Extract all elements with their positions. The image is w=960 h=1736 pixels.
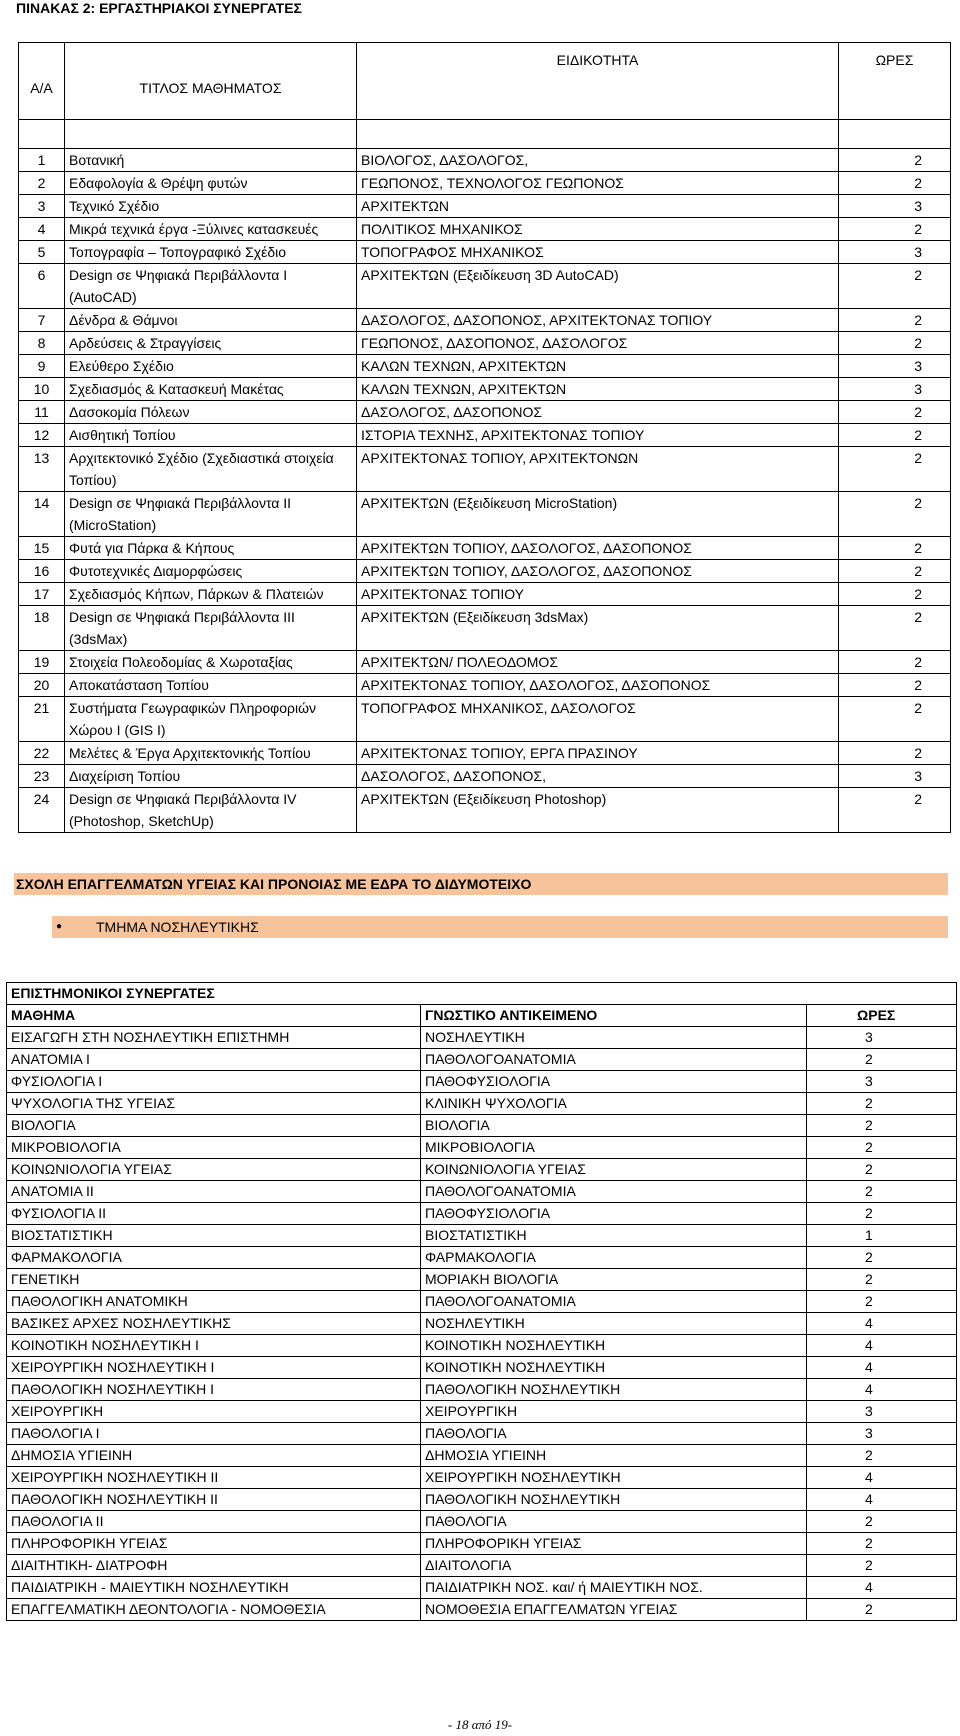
specialty: ΑΡΧΙΤΕΚΤΟΝΑΣ ΤΟΠΙΟΥ [357,583,839,606]
course: ΑΝΑΤΟΜΙΑ ΙΙ [7,1181,421,1203]
hours: 2 [839,788,951,833]
specialty: ΓΕΩΠΟΝΟΣ, ΔΑΣΟΠΟΝΟΣ, ΔΑΣΟΛΟΓΟΣ [357,332,839,355]
table-row [7,1489,957,1511]
course-title: Design σε Ψηφιακά Περιβάλλοντα III (3dsMax) [65,606,357,651]
specialty: ΑΡΧΙΤΕΚΤΩΝ (Εξειδίκευση 3dsMax) [357,606,839,651]
course: ΠΑΘΟΛΟΓΙΚΗ ΝΟΣΗΛΕΥΤΙΚΗ Ι [7,1379,421,1401]
header-specialty: ΕΙΔΙΚΟΤΗΤΑ [357,43,839,120]
table-row [7,1511,957,1533]
row-number: 9 [19,355,65,378]
table-row [7,1071,957,1093]
workshop-collaborators-table [18,42,951,833]
specialty: ΑΡΧΙΤΕΚΤΩΝ ΤΟΠΙΟΥ, ΔΑΣΟΛΟΓΟΣ, ΔΑΣΟΠΟΝΟΣ [357,560,839,583]
specialty: ΑΡΧΙΤΕΚΤΟΝΑΣ ΤΟΠΙΟΥ, ΑΡΧΙΤΕΚΤΟΝΩΝ [357,447,839,492]
course: ΓΕΝΕΤΙΚΗ [7,1269,421,1291]
hours: 3 [807,1401,957,1423]
hours: 2 [839,560,951,583]
subject: ΚΛΙΝΙΚΗ ΨΥΧΟΛΟΓΙΑ [421,1093,807,1115]
course: ΠΑΘΟΛΟΓΙΚΗ ΝΟΣΗΛΕΥΤΙΚΗ ΙΙ [7,1489,421,1511]
hours: 2 [807,1599,957,1621]
subject: ΒΙΟΛΟΓΙΑ [421,1115,807,1137]
course-title: Μελέτες & Έργα Αρχιτεκτονικής Τοπίου [65,742,357,765]
course: ΑΝΑΤΟΜΙΑ Ι [7,1049,421,1071]
subject: ΠΑΘΟΛΟΓΙΑ [421,1423,807,1445]
hours: 2 [839,218,951,241]
subject: ΠΑΘΟΛΟΓΟΑΝΑΤΟΜΙΑ [421,1181,807,1203]
subject: ΝΟΣΗΛΕΥΤΙΚΗ [421,1313,807,1335]
hours: 2 [839,492,951,537]
hours: 3 [839,378,951,401]
subject: ΜΟΡΙΑΚΗ ΒΙΟΛΟΓΙΑ [421,1269,807,1291]
subject: ΠΑΘΟΛΟΓΟΑΝΑΤΟΜΙΑ [421,1291,807,1313]
hours: 2 [839,401,951,424]
subject: ΦΑΡΜΑΚΟΛΟΓΙΑ [421,1247,807,1269]
subject: ΒΙΟΣΤΑΤΙΣΤΙΚΗ [421,1225,807,1247]
row-number: 8 [19,332,65,355]
specialty: ΔΑΣΟΛΟΓΟΣ, ΔΑΣΟΠΟΝΟΣ, ΑΡΧΙΤΕΚΤΟΝΑΣ ΤΟΠΙΟΥ [357,309,839,332]
course-title: Συστήματα Γεωγραφικών Πληροφοριών Χώρου I (GIS I) [65,697,357,742]
specialty: ΑΡΧΙΤΕΚΤΩΝ (Εξειδίκευση MicroStation) [357,492,839,537]
specialty: ΔΑΣΟΛΟΓΟΣ, ΔΑΣΟΠΟΝΟΣ [357,401,839,424]
hours: 1 [807,1225,957,1247]
course: ΔΙΑΙΤΗΤΙΚΗ- ΔΙΑΤΡΟΦΗ [7,1555,421,1577]
course-title: Εδαφολογία & Θρέψη φυτών [65,172,357,195]
row-number: 1 [19,149,65,172]
hours: 2 [807,1555,957,1577]
subject: ΜΙΚΡΟΒΙΟΛΟΓΙΑ [421,1137,807,1159]
subject: ΚΟΙΝΟΤΙΚΗ ΝΟΣΗΛΕΥΤΙΚΗ [421,1357,807,1379]
hours: 2 [807,1115,957,1137]
table-row [7,1423,957,1445]
row-number: 23 [19,765,65,788]
table-row [7,1203,957,1225]
table-row [7,1027,957,1049]
hours: 2 [839,537,951,560]
course: ΧΕΙΡΟΥΡΓΙΚΗ ΝΟΣΗΛΕΥΤΙΚΗ Ι [7,1357,421,1379]
hours: 2 [839,606,951,651]
row-number: 12 [19,424,65,447]
table-row [19,742,951,765]
specialty: ΔΑΣΟΛΟΓΟΣ, ΔΑΣΟΠΟΝΟΣ, [357,765,839,788]
specialty: ΤΟΠΟΓΡΑΦΟΣ ΜΗΧΑΝΙΚΟΣ [357,241,839,264]
row-number: 17 [19,583,65,606]
row-number: 24 [19,788,65,833]
row-number: 4 [19,218,65,241]
hours: 3 [807,1027,957,1049]
specialty: ΤΟΠΟΓΡΑΦΟΣ ΜΗΧΑΝΙΚΟΣ, ΔΑΣΟΛΟΓΟΣ [357,697,839,742]
specialty: ΑΡΧΙΤΕΚΤΟΝΑΣ ΤΟΠΙΟΥ, ΔΑΣΟΛΟΓΟΣ, ΔΑΣΟΠΟΝΟΣ [357,674,839,697]
subject: ΠΑΙΔΙΑΤΡΙΚΗ ΝΟΣ. και/ ή ΜΑΙΕΥΤΙΚΗ ΝΟΣ. [421,1577,807,1599]
row-number: 20 [19,674,65,697]
table-row [7,1555,957,1577]
table-row [7,1115,957,1137]
row-number: 16 [19,560,65,583]
table-row [7,1401,957,1423]
hours: 2 [839,583,951,606]
row-number: 2 [19,172,65,195]
hours: 2 [807,1533,957,1555]
header-hours: ΩΡΕΣ [807,1005,957,1027]
subject: ΝΟΜΟΘΕΣΙΑ ΕΠΑΓΓΕΛΜΑΤΩΝ ΥΓΕΙΑΣ [421,1599,807,1621]
row-number: 15 [19,537,65,560]
table-row [7,1093,957,1115]
course-title: Βοτανική [65,149,357,172]
row-number: 11 [19,401,65,424]
header-hours: ΩΡΕΣ [839,43,951,120]
table-row [19,378,951,401]
hours: 4 [807,1379,957,1401]
hours: 4 [807,1577,957,1599]
subject: ΠΑΘΟΛΟΓΙΚΗ ΝΟΣΗΛΕΥΤΙΚΗ [421,1379,807,1401]
hours: 2 [839,742,951,765]
subject: ΠΑΘΟΛΟΓΟΑΝΑΤΟΜΙΑ [421,1049,807,1071]
hours: 2 [807,1247,957,1269]
table-row [7,1269,957,1291]
course-title: Μικρά τεχνικά έργα -Ξύλινες κατασκευές [65,218,357,241]
row-number: 10 [19,378,65,401]
course-title: Φυτά για Πάρκα & Κήπους [65,537,357,560]
specialty: ΓΕΩΠΟΝΟΣ, ΤΕΧΝΟΛΟΓΟΣ ΓΕΩΠΟΝΟΣ [357,172,839,195]
course-title: Δασοκομία Πόλεων [65,401,357,424]
table-row [19,218,951,241]
subject: ΠΑΘΟΦΥΣΙΟΛΟΓΙΑ [421,1203,807,1225]
course-title: Αισθητική Τοπίου [65,424,357,447]
course: ΠΑΙΔΙΑΤΡΙΚΗ - ΜΑΙΕΥΤΙΚΗ ΝΟΣΗΛΕΥΤΙΚΗ [7,1577,421,1599]
hours: 2 [807,1203,957,1225]
row-number: 21 [19,697,65,742]
course-title: Δένδρα & Θάμνοι [65,309,357,332]
hours: 4 [807,1313,957,1335]
subject: ΠΑΘΟΛΟΓΙΑ [421,1511,807,1533]
course: ΠΑΘΟΛΟΓΙΑ ΙΙ [7,1511,421,1533]
table-row [7,1291,957,1313]
course-title: Σχεδιασμός & Κατασκευή Μακέτας [65,378,357,401]
hours: 3 [839,355,951,378]
specialty: ΑΡΧΙΤΕΚΤΩΝ (Εξειδίκευση 3D AutoCAD) [357,264,839,309]
table-row [19,788,951,833]
table-caption-row [7,983,957,1005]
course: ΜΙΚΡΟΒΙΟΛΟΓΙΑ [7,1137,421,1159]
course-title: Φυτοτεχνικές Διαμορφώσεις [65,560,357,583]
hours: 2 [807,1159,957,1181]
table-row [7,1335,957,1357]
department-label: ΤΜΗΜΑ ΝΟΣΗΛΕΥΤΙΚΗΣ [96,919,259,935]
row-number: 7 [19,309,65,332]
department-heading [52,916,948,938]
table-row [19,697,951,742]
course-title: Design σε Ψηφιακά Περιβάλλοντα II (MicroStation) [65,492,357,537]
hours: 2 [807,1093,957,1115]
table-row [7,1577,957,1599]
subject: ΔΗΜΟΣΙΑ ΥΓΙΕΙΝΗ [421,1445,807,1467]
row-number: 13 [19,447,65,492]
table-row [7,1181,957,1203]
course-title: Διαχείριση Τοπίου [65,765,357,788]
specialty: ΒΙΟΛΟΓΟΣ, ΔΑΣΟΛΟΓΟΣ, [357,149,839,172]
table-row [19,149,951,172]
table-row [19,264,951,309]
table-row [7,1445,957,1467]
subject: ΔΙΑΙΤΟΛΟΓΙΑ [421,1555,807,1577]
table-row [19,172,951,195]
subject: ΚΟΙΝΩΝΙΟΛΟΓΙΑ ΥΓΕΙΑΣ [421,1159,807,1181]
course: ΦΥΣΙΟΛΟΓΙΑ Ι [7,1071,421,1093]
hours: 3 [839,765,951,788]
course-title: Τοπογραφία – Τοπογραφικό Σχέδιο [65,241,357,264]
table-row [7,1467,957,1489]
course: ΠΑΘΟΛΟΓΙΑ Ι [7,1423,421,1445]
course-title: Στοιχεία Πολεοδομίας & Χωροταξίας [65,651,357,674]
hours: 3 [807,1423,957,1445]
scientific-collaborators-table [6,982,957,1621]
course: ΔΗΜΟΣΙΑ ΥΓΙΕΙΝΗ [7,1445,421,1467]
hours: 2 [807,1269,957,1291]
specialty: ΑΡΧΙΤΕΚΤΩΝ ΤΟΠΙΟΥ, ΔΑΣΟΛΟΓΟΣ, ΔΑΣΟΠΟΝΟΣ [357,537,839,560]
course-title: Design σε Ψηφιακά Περιβάλλοντα I (AutoCAD) [65,264,357,309]
table-row [19,492,951,537]
subject: ΚΟΙΝΟΤΙΚΗ ΝΟΣΗΛΕΥΤΙΚΗ [421,1335,807,1357]
course: ΦΥΣΙΟΛΟΓΙΑ ΙΙ [7,1203,421,1225]
table-row [19,355,951,378]
table-row [7,1379,957,1401]
table-row [7,1533,957,1555]
table-header-row [19,43,951,120]
course-title: Design σε Ψηφιακά Περιβάλλοντα IV (Photoshop, SketchUp) [65,788,357,833]
specialty: ΚΑΛΩΝ ΤΕΧΝΩΝ, ΑΡΧΙΤΕΚΤΩΝ [357,355,839,378]
course: ΒΙΟΛΟΓΙΑ [7,1115,421,1137]
course-title: Ελεύθερο Σχέδιο [65,355,357,378]
table-row [19,583,951,606]
hours: 2 [839,674,951,697]
hours: 2 [807,1291,957,1313]
row-number: 18 [19,606,65,651]
table-row [19,241,951,264]
hours: 2 [807,1445,957,1467]
course: ΨΥΧΟΛΟΓΙΑ ΤΗΣ ΥΓΕΙΑΣ [7,1093,421,1115]
table-row [19,401,951,424]
row-number: 19 [19,651,65,674]
course: ΒΑΣΙΚΕΣ ΑΡΧΕΣ ΝΟΣΗΛΕΥΤΙΚΗΣ [7,1313,421,1335]
table-row [7,1247,957,1269]
hours: 2 [839,697,951,742]
page-number: - 18 από 19- [447,1717,513,1732]
course: ΦΑΡΜΑΚΟΛΟΓΙΑ [7,1247,421,1269]
course: ΚΟΙΝΟΤΙΚΗ ΝΟΣΗΛΕΥΤΙΚΗ Ι [7,1335,421,1357]
row-number: 14 [19,492,65,537]
hours: 4 [807,1489,957,1511]
table-row [19,674,951,697]
course: ΠΛΗΡΟΦΟΡΙΚΗ ΥΓΕΙΑΣ [7,1533,421,1555]
course-title: Τεχνικό Σχέδιο [65,195,357,218]
subject: ΠΑΘΟΦΥΣΙΟΛΟΓΙΑ [421,1071,807,1093]
specialty: ΑΡΧΙΤΕΚΤΩΝ [357,195,839,218]
header-course-title: ΤΙΤΛΟΣ ΜΑΘΗΜΑΤΟΣ [65,43,357,120]
hours: 2 [807,1511,957,1533]
header-course: ΜΑΘΗΜΑ [7,1005,421,1027]
course: ΧΕΙΡΟΥΡΓΙΚΗ ΝΟΣΗΛΕΥΤΙΚΗ ΙΙ [7,1467,421,1489]
course: ΕΠΑΓΓΕΛΜΑΤΙΚΗ ΔΕΟΝΤΟΛΟΓΙΑ - ΝΟΜΟΘΕΣΙΑ [7,1599,421,1621]
course: ΒΙΟΣΤΑΤΙΣΤΙΚΗ [7,1225,421,1247]
hours: 2 [839,309,951,332]
specialty: ΚΑΛΩΝ ΤΕΧΝΩΝ, ΑΡΧΙΤΕΚΤΩΝ [357,378,839,401]
hours: 3 [839,195,951,218]
hours: 2 [839,332,951,355]
hours: 4 [807,1357,957,1379]
hours: 2 [807,1181,957,1203]
school-heading: ΣΧΟΛΗ ΕΠΑΓΓΕΛΜΑΤΩΝ ΥΓΕΙΑΣ ΚΑΙ ΠΡΟΝΟΙΑΣ ΜΕ ΕΔΡΑ ΤΟ ΔΙΔΥΜΟΤΕΙΧΟ [14,873,948,895]
row-number: 3 [19,195,65,218]
hours: 2 [839,149,951,172]
table-row [7,1599,957,1621]
subject: ΝΟΣΗΛΕΥΤΙΚΗ [421,1027,807,1049]
hours: 4 [807,1335,957,1357]
table-row [19,424,951,447]
table-spacer-row [19,120,951,149]
hours: 2 [839,264,951,309]
page-title: ΠΙΝΑΚΑΣ 2: ΕΡΓΑΣΤΗΡΙΑΚΟΙ ΣΥΝΕΡΓΑΤΕΣ [16,0,302,16]
table-row [19,651,951,674]
hours: 2 [839,172,951,195]
table-caption: ΕΠΙΣΤΗΜΟΝΙΚΟΙ ΣΥΝΕΡΓΑΤΕΣ [7,983,957,1005]
bullet-icon: ● [56,921,63,932]
table-row [19,332,951,355]
row-number: 22 [19,742,65,765]
course-title: Σχεδιασμός Κήπων, Πάρκων & Πλατειών [65,583,357,606]
table-row [19,606,951,651]
table-row [7,1159,957,1181]
subject: ΧΕΙΡΟΥΡΓΙΚΗ ΝΟΣΗΛΕΥΤΙΚΗ [421,1467,807,1489]
table-row [19,560,951,583]
subject: ΠΛΗΡΟΦΟΡΙΚΗ ΥΓΕΙΑΣ [421,1533,807,1555]
table-row [19,537,951,560]
hours: 4 [807,1467,957,1489]
table-row [19,765,951,788]
table-row [19,309,951,332]
hours: 2 [839,651,951,674]
specialty: ΑΡΧΙΤΕΚΤΩΝ/ ΠΟΛΕΟΔΟΜΟΣ [357,651,839,674]
table-row [7,1137,957,1159]
course-title: Αρδεύσεις & Στραγγίσεις [65,332,357,355]
course-title: Αρχιτεκτονικό Σχέδιο (Σχεδιαστικά στοιχεία Τοπίου) [65,447,357,492]
table-row [7,1049,957,1071]
table-row [7,1313,957,1335]
course: ΠΑΘΟΛΟΓΙΚΗ ΑΝΑΤΟΜΙΚΗ [7,1291,421,1313]
course: ΚΟΙΝΩΝΙΟΛΟΓΙΑ ΥΓΕΙΑΣ [7,1159,421,1181]
course: ΕΙΣΑΓΩΓΗ ΣΤΗ ΝΟΣΗΛΕΥΤΙΚΗ ΕΠΙΣΤΗΜΗ [7,1027,421,1049]
row-number: 5 [19,241,65,264]
subject: ΧΕΙΡΟΥΡΓΙΚΗ [421,1401,807,1423]
hours: 2 [839,447,951,492]
table-row [7,1225,957,1247]
specialty: ΠΟΛΙΤΙΚΟΣ ΜΗΧΑΝΙΚΟΣ [357,218,839,241]
hours: 3 [807,1071,957,1093]
specialty: ΑΡΧΙΤΕΚΤΟΝΑΣ ΤΟΠΙΟΥ, ΕΡΓΑ ΠΡΑΣΙΝΟΥ [357,742,839,765]
table-row [7,1357,957,1379]
table-row [19,195,951,218]
hours: 2 [839,424,951,447]
specialty: ΑΡΧΙΤΕΚΤΩΝ (Εξειδίκευση Photoshop) [357,788,839,833]
table-row [19,447,951,492]
course: ΧΕΙΡΟΥΡΓΙΚΗ [7,1401,421,1423]
header-subject: ΓΝΩΣΤΙΚΟ ΑΝΤΙΚΕΙΜΕΝΟ [421,1005,807,1027]
row-number: 6 [19,264,65,309]
table-header-row [7,1005,957,1027]
specialty: ΙΣΤΟΡΙΑ ΤΕΧΝΗΣ, ΑΡΧΙΤΕΚΤΟΝΑΣ ΤΟΠΙΟΥ [357,424,839,447]
hours: 2 [807,1137,957,1159]
course-title: Αποκατάσταση Τοπίου [65,674,357,697]
subject: ΠΑΘΟΛΟΓΙΚΗ ΝΟΣΗΛΕΥΤΙΚΗ [421,1489,807,1511]
header-num: Α/Α [19,43,65,120]
hours: 3 [839,241,951,264]
hours: 2 [807,1049,957,1071]
